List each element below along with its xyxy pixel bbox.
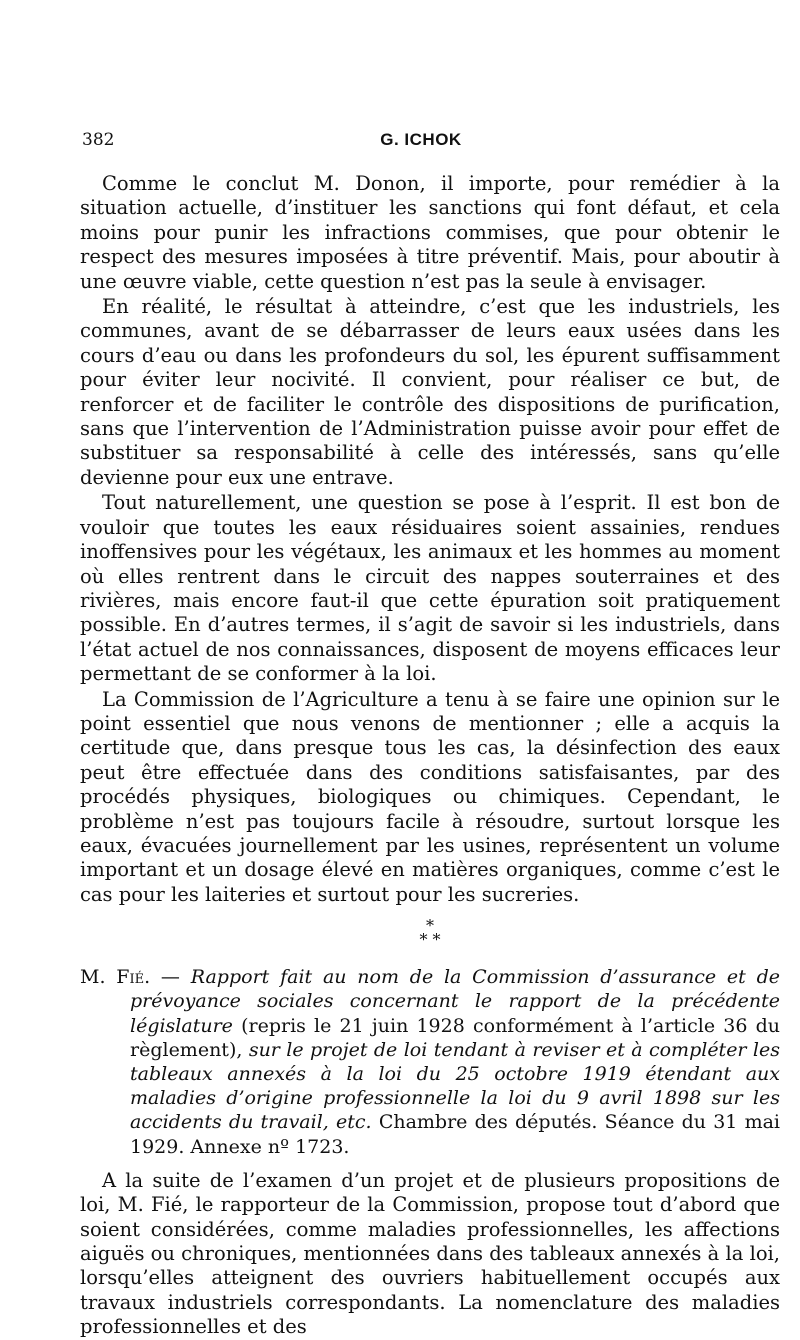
- running-title: G. ICHOK: [380, 130, 462, 149]
- asterism-bottom: * *: [419, 930, 441, 950]
- paragraph: A la suite de l’examen d’un projet et de plusieurs propositions de loi, M. Fié, le rapporteur de la Commission, propose tout d’abord que soient considérées, comme maladies professionnelles, les affections aiguës ou chroniques, mentionnées dans des tableaux annexés à la loi, lorsqu’elles atteignent des ouvriers habituellement occupés aux travaux industriels correspondants. La nomenclature des maladies professionnelles et des: [80, 1168, 780, 1339]
- report-dash: —: [150, 966, 191, 989]
- asterism-top: *: [426, 916, 434, 936]
- report-title: Rapport fait au nom de la Commission d’assurance et de prévoyance sociales concernant le rapport de la précédente législature: [130, 966, 780, 1037]
- text-body: [80, 172, 780, 1340]
- report-author: M. Fié.: [80, 966, 151, 989]
- report-repris: (repris le 21 juin 1928 conformément à l’article 36 du règlement),: [130, 1014, 780, 1061]
- report-subject: sur le projet de loi tendant à reviser et à compléter les tableaux annexés à la loi du 25 octobre 1919 étendant aux maladies d’origine professionnelle la loi du 9 avril 1898 sur les accidents du travail, etc.: [130, 1038, 781, 1134]
- page-number: 382: [82, 130, 115, 150]
- paragraph: En réalité, le résultat à atteindre, c’est que les industriels, les communes, avant de se débarrasser de leurs eaux usées dans les cours d’eau ou dans les profondeurs du sol, les épurent suffisamment pour éviter leur nocivité. Il convient, pour réaliser ce but, de renforcer et de faciliter le contrôle des dispositions de purification, sans que l’intervention de l’Administration puisse avoir pour effet de substituer sa responsabilité à celle des intéressés, sans qu’elle devienne pour eux une entrave.: [80, 295, 780, 489]
- asterism-separator: [80, 907, 780, 959]
- paragraph: La Commission de l’Agriculture a tenu à se faire une opinion sur le point essentiel que nous venons de mentionner ; elle a acquis la certitude que, dans presque tous les cas, la désinfection des eaux peut être effectuée dans des conditions satisfaisantes, par des procédés physiques, biologiques ou chimiques. Cependant, le problème n’est pas toujours facile à résoudre, surtout lorsque les eaux, évacuées journellement par les usines, représentent un volume important et un dosage élevé en matières organiques, comme c’est le cas pour les laiteries et surtout pour les sucreries.: [80, 687, 780, 906]
- page-header: [82, 130, 760, 156]
- paragraph: Tout naturellement, une question se pose à l’esprit. Il est bon de vouloir que toutes les eaux résiduaires soient assainies, rendues inoffensives pour les végétaux, les animaux et les hommes au moment où elles rentrent dans le circuit des nappes souterraines et des rivières, mais encore faut-il que cette épuration soit pratiquement possible. En d’autres termes, il s’agit de savoir si les industriels, dans l’état actuel de nos connaissances, disposent de moyens efficaces leur permettant de se conformer à la loi.: [80, 491, 780, 686]
- report-chamber: Chambre des députés. Séance du 31 mai 1929. Annexe nº 1723.: [130, 1111, 781, 1158]
- paragraph: Comme le conclut M. Donon, il importe, pour remédier à la situation actuelle, d’instituer les sanctions qui font défaut, et cela moins pour punir les infractions commises, que pour obtenir le respect des mesures imposées à titre préventif. Mais, pour aboutir à une œuvre viable, cette question n’est pas la seule à envisager.: [80, 172, 780, 293]
- report-reference: [80, 965, 780, 1159]
